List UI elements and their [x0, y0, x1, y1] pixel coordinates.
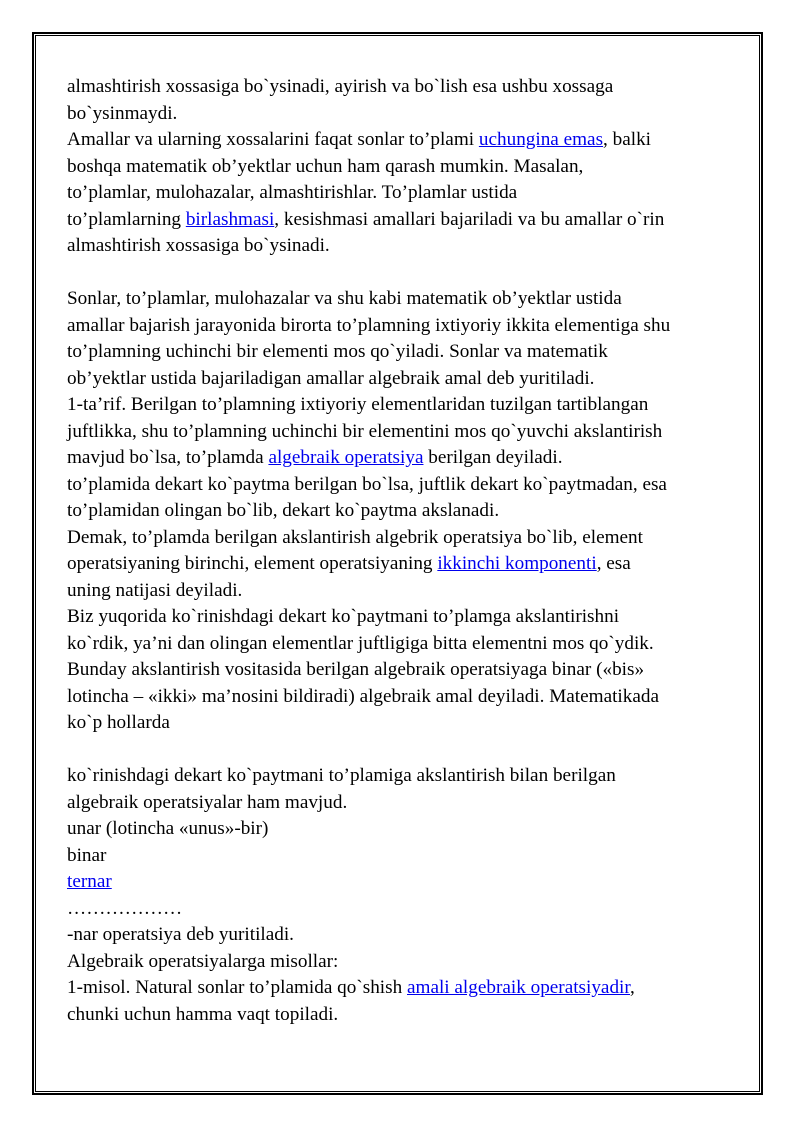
hyperlink[interactable]: uchungina emas — [478, 129, 604, 150]
text-run: to’plamidan olingan bo`lib, dekart ko`paytma akslanadi. — [67, 500, 500, 521]
text-line — [67, 180, 757, 207]
text-line — [67, 949, 757, 976]
hyperlink[interactable]: ikkinchi komponenti — [437, 553, 597, 574]
hyperlink[interactable]: algebraik operatsiya — [268, 447, 424, 468]
hyperlink[interactable]: amali algebraik operatsiyadir — [407, 977, 630, 998]
text-run: , kesishmasi amallari bajariladi va bu amallar o`rin — [274, 208, 665, 230]
text-run: chunki uchun hamma vaqt topiladi. — [67, 1003, 339, 1025]
text-line — [67, 525, 757, 552]
text-line — [67, 551, 757, 578]
text-run: lotincha – «ikki» ma’nosini bildiradi) algebraik amal deyiladi. Matematikada — [67, 685, 659, 707]
text-run: almashtirish xossasiga bo`ysinadi, ayirish va bo`lish esa ushbu xossaga — [67, 76, 614, 97]
text-run: -nar operatsiya deb yuritiladi. — [67, 924, 294, 945]
text-line — [67, 790, 757, 817]
text-line — [67, 763, 757, 790]
text-run: boshqa matematik ob’yektlar uchun ham qarash mumkin. Masalan, — [67, 155, 584, 177]
text-line — [67, 657, 757, 684]
text-run: Bunday akslantirish vositasida berilgan algebraik operatsiyaga binar («bis» — [67, 659, 645, 680]
text-line — [67, 843, 757, 870]
text-run: ……………… — [67, 897, 183, 919]
text-run: berilgan deyiladi. — [423, 447, 563, 468]
blank-line — [67, 260, 757, 287]
text-run: Algebraik operatsiyalarga misollar: — [67, 950, 339, 972]
text-line — [67, 604, 757, 631]
text-line — [67, 975, 757, 1002]
text-run: unar (lotincha «unus»-bir) — [67, 818, 269, 839]
text-line — [67, 339, 757, 366]
text-run: , balki — [603, 129, 652, 150]
text-line — [67, 816, 757, 843]
text-run: 1-ta’rif. Berilgan to’plamning ixtiyoriy elementlaridan tuzilgan tartiblangan — [67, 394, 649, 415]
text-line — [67, 710, 757, 737]
text-run: Amallar va ularning xossalarini faqat sonlar to’plami — [67, 129, 479, 150]
text-line — [67, 233, 757, 260]
text-line — [67, 74, 757, 101]
text-line — [67, 154, 757, 181]
text-line — [67, 869, 757, 896]
text-line — [67, 419, 757, 446]
text-run: almashtirish xossasiga bo`ysinadi. — [67, 235, 330, 256]
text-run: , esa — [596, 553, 631, 574]
text-run: uning natijasi deyiladi. — [67, 579, 243, 601]
text-run: bo`ysinmaydi. — [67, 102, 178, 124]
text-run: , — [630, 977, 635, 998]
text-line — [67, 127, 757, 154]
text-line — [67, 922, 757, 949]
text-line — [67, 445, 757, 472]
text-run: ob’yektlar ustida bajariladigan amallar algebraik amal deb yuritiladi. — [67, 367, 595, 389]
text-run: to’plamlar, mulohazalar, almashtirishlar. To’plamlar ustida — [67, 182, 518, 203]
text-run: ko`rinishdagi dekart ko`paytmani to’plamiga akslantirish bilan berilgan — [67, 765, 616, 786]
text-run: operatsiyaning birinchi, element operatsiyaning — [67, 553, 438, 574]
blank-line — [67, 737, 757, 764]
text-run: to’plamning uchinchi bir elementi mos qo`yiladi. Sonlar va matematik — [67, 341, 608, 362]
text-line — [67, 207, 757, 234]
text-line — [67, 101, 757, 128]
text-line — [67, 896, 757, 923]
text-run: Biz yuqorida ko`rinishdagi dekart ko`paytmani to’plamga akslantirishni — [67, 606, 620, 627]
text-line — [67, 578, 757, 605]
text-run: Demak, to’plamda berilgan akslantirish algebrik operatsiya bo`lib, element — [67, 526, 643, 548]
text-run: mavjud bo`lsa, to’plamda — [67, 447, 269, 468]
text-line — [67, 684, 757, 711]
text-run: to’plamida dekart ko`paytma berilgan bo`lsa, juftlik dekart ko`paytmadan, esa — [67, 473, 667, 495]
text-line — [67, 631, 757, 658]
hyperlink[interactable]: birlashmasi — [185, 208, 275, 230]
text-line — [67, 1002, 757, 1029]
text-line — [67, 313, 757, 340]
text-line — [67, 472, 757, 499]
text-run: to’plamlarning — [67, 208, 186, 230]
text-line — [67, 392, 757, 419]
text-run: amallar bajarish jarayonida birorta to’plamning ixtiyoriy ikkita elementiga shu — [67, 314, 671, 336]
text-run: algebraik operatsiyalar ham mavjud. — [67, 791, 348, 813]
text-run: ko`rdik, ya’ni dan olingan elementlar juftligiga bitta elementni mos qo`ydik. — [67, 632, 654, 654]
document-body — [67, 74, 757, 1028]
text-run: ko`p hollarda — [67, 712, 170, 733]
text-run: 1-misol. Natural sonlar to’plamida qo`shish — [67, 977, 407, 998]
text-line — [67, 498, 757, 525]
text-run: Sonlar, to’plamlar, mulohazalar va shu kabi matematik ob’yektlar ustida — [67, 288, 622, 309]
text-line — [67, 366, 757, 393]
text-run: juftlikka, shu to’plamning uchinchi bir elementini mos qo`yuvchi akslantirish — [67, 420, 663, 442]
text-run: binar — [67, 844, 107, 866]
hyperlink[interactable]: ternar — [67, 871, 112, 892]
text-line — [67, 286, 757, 313]
